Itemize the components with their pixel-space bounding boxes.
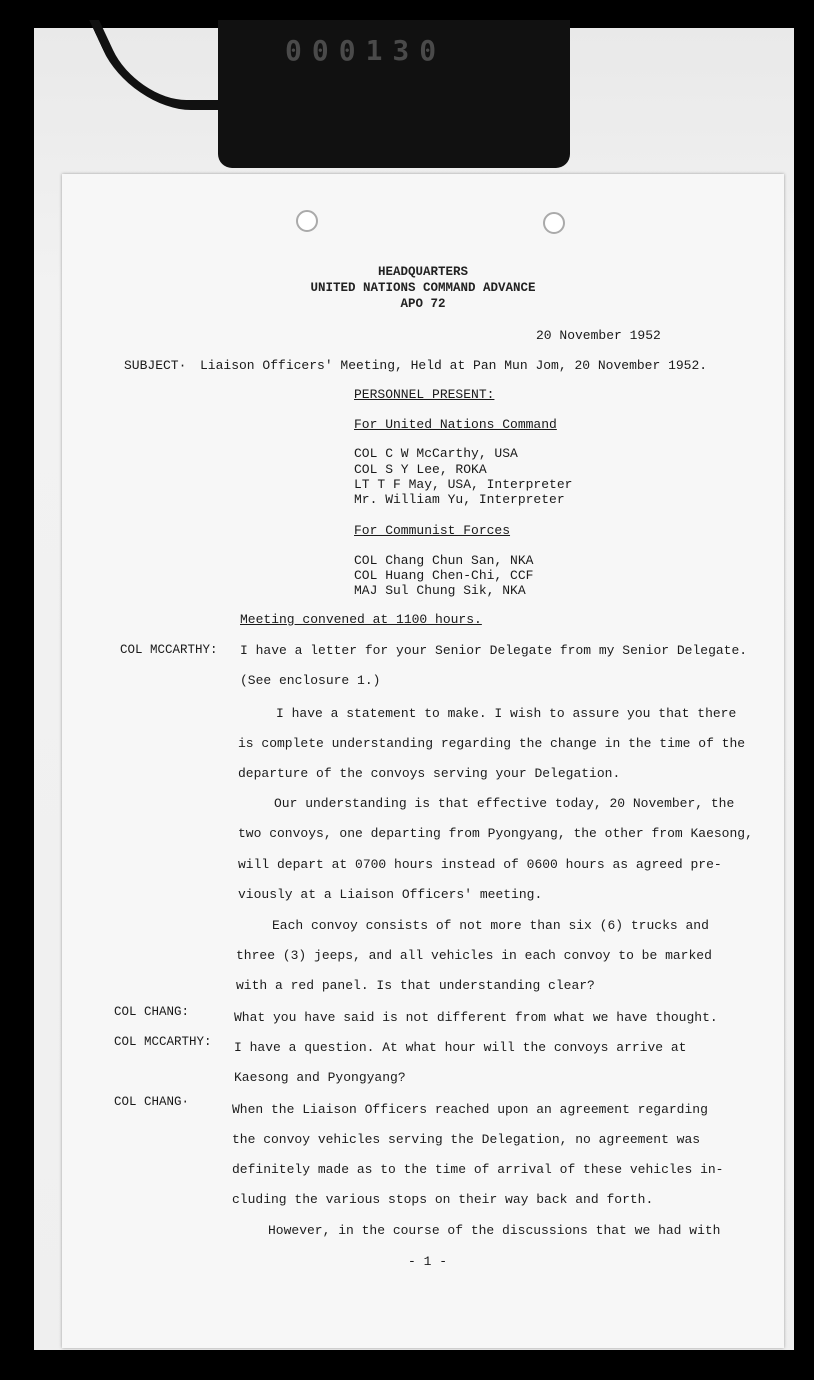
transcript-line: (See enclosure 1.) — [240, 673, 381, 688]
stamp-number: 000130 — [285, 34, 447, 67]
personnel-entry: COL C W McCarthy, USA — [354, 446, 518, 461]
letterhead-line: HEADQUARTERS — [377, 265, 468, 279]
document-date: 20 November 1952 — [536, 328, 661, 343]
punch-hole — [543, 212, 565, 234]
speaker-label: COL CHANG· — [114, 1095, 190, 1109]
transcript-line: Our understanding is that effective today, 20 November, the — [274, 796, 735, 811]
personnel-entry: LT T F May, USA, Interpreter — [354, 477, 573, 492]
transcript-line: When the Liaison Officers reached upon an agreement regarding — [232, 1102, 708, 1117]
personnel-entry: MAJ Sul Chung Sik, NKA — [354, 583, 526, 598]
speaker-label: COL MCCARTHY: — [114, 1035, 212, 1049]
transcript-line: What you have said is not different from what we have thought. — [234, 1010, 718, 1025]
communist-forces-heading: For Communist Forces — [354, 523, 511, 538]
transcript-line: Kaesong and Pyongyang? — [234, 1070, 406, 1085]
page-number: - 1 - — [408, 1254, 448, 1269]
transcript-line: viously at a Liaison Officers' meeting. — [238, 887, 543, 902]
transcript-line: cluding the various stops on their way back and forth. — [232, 1192, 654, 1207]
personnel-entry: COL Huang Chen-Chi, CCF — [354, 568, 534, 583]
transcript-line: the convoy vehicles serving the Delegation, no agreement was — [232, 1132, 701, 1147]
transcript-line: Each convoy consists of not more than six (6) trucks and — [272, 918, 709, 933]
transcript-line: I have a statement to make. I wish to assure you that there — [276, 706, 737, 721]
personnel-entry: COL Chang Chun San, NKA — [354, 553, 534, 568]
un-command-heading: For United Nations Command — [354, 417, 557, 432]
transcript-line: I have a letter for your Senior Delegate from my Senior Delegate. — [240, 643, 748, 658]
transcript-line: with a red panel. Is that understanding clear? — [236, 978, 595, 993]
personnel-entry: Mr. William Yu, Interpreter — [354, 492, 565, 507]
transcript-line: departure of the convoys serving your Delegation. — [238, 766, 621, 781]
punch-hole — [296, 210, 318, 232]
document-page — [62, 174, 784, 1348]
meeting-convened: Meeting convened at 1100 hours. — [240, 612, 482, 627]
personnel-entry: COL S Y Lee, ROKA — [354, 462, 487, 477]
subject-label: SUBJECT· — [124, 358, 187, 373]
speaker-label: COL CHANG: — [114, 1005, 190, 1019]
speaker-label: COL MCCARTHY: — [120, 643, 218, 657]
transcript-line: However, in the course of the discussions that we had with — [268, 1223, 721, 1238]
personnel-heading: PERSONNEL PRESENT: — [354, 387, 495, 402]
subject-text: Liaison Officers' Meeting, Held at Pan Mun Jom, 20 November 1952. — [200, 358, 708, 373]
transcript-line: is complete understanding regarding the change in the time of the — [238, 736, 746, 751]
transcript-line: definitely made as to the time of arrival of these vehicles in- — [232, 1162, 724, 1177]
letterhead-line: APO 72 — [400, 297, 446, 311]
transcript-line: I have a question. At what hour will the convoys arrive at — [234, 1040, 687, 1055]
letterhead-line: UNITED NATIONS COMMAND ADVANCE — [310, 281, 536, 295]
transcript-line: three (3) jeeps, and all vehicles in each convoy to be marked — [236, 948, 712, 963]
transcript-line: two convoys, one departing from Pyongyang, the other from Kaesong, — [238, 826, 753, 841]
transcript-line: will depart at 0700 hours instead of 0600 hours as agreed pre- — [238, 857, 722, 872]
letterhead — [62, 264, 784, 312]
